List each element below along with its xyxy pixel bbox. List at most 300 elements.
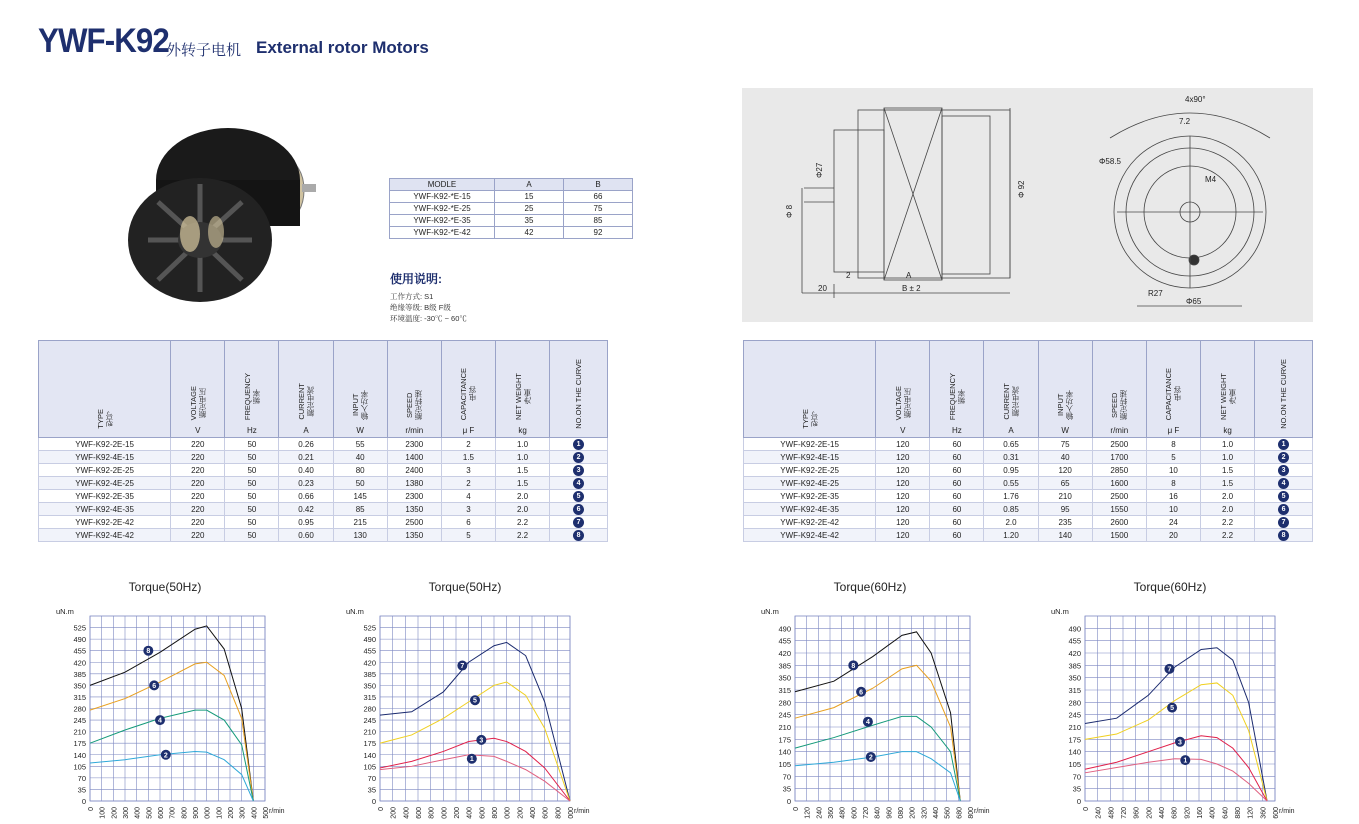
x-tick-label: 600 [416,807,423,819]
table-cell: 10 [1146,464,1200,477]
table-cell: 0.40 [279,464,333,477]
y-axis-label: uN.m [761,607,779,616]
table-cell: 60 [930,451,984,464]
x-tick-label: 1400 [466,807,474,819]
y-tick-label: 315 [73,692,86,702]
drawing-label: 4x90° [1185,95,1206,104]
table-cell: 5 [1146,451,1200,464]
y-tick-label: 140 [778,747,791,757]
table-cell: 220 [171,490,225,503]
x-tick-label: 840 [874,807,882,819]
curve-label [467,754,477,764]
y-tick-label: 490 [778,624,791,634]
curve-label [848,660,858,670]
curve-number-cell [550,490,608,503]
curve-label [1167,703,1177,713]
column-header: NET WEIGHT 净重 kg [495,341,549,438]
table-cell: 120 [876,490,930,503]
chart-svg [750,594,1000,819]
table-cell: 8 [1146,477,1200,490]
drawing-label: Φ 8 [785,204,794,218]
y-tick-label: 35 [1072,784,1081,794]
table-cell: 1.5 [441,451,495,464]
column-header: FREQUENCY 频率 Hz [930,341,984,438]
column-header: CAPACITANCE 电容 μ F [1146,341,1200,438]
y-tick-label: 420 [73,658,86,668]
table-cell: 0.95 [279,516,333,529]
y-tick-label: 385 [363,669,376,679]
column-header: FREQUENCY 频率 Hz [225,341,279,438]
curve-label-text: 8 [146,648,151,656]
title-english: External rotor Motors [256,38,429,57]
y-tick-label: 350 [73,681,86,691]
table-cell: 2500 [1092,438,1146,451]
table-cell: 0.23 [279,477,333,490]
drawing-label: R27 [1148,289,1163,298]
curve-number-badge: 8 [1278,530,1289,541]
x-tick-label: 1200 [1146,807,1154,819]
table-cell: 50 [225,503,279,516]
table-cell: 15 [495,191,564,203]
table-cell: 0.60 [279,529,333,542]
curve-label-text: 7 [460,663,465,671]
curve-number-cell [550,464,608,477]
table-row [744,451,1313,464]
y-axis-label: uN.m [346,607,364,616]
x-tick-label: 700 [169,807,177,819]
table-cell: YWF-K92-4E-35 [744,503,876,516]
table-cell: 1500 [1092,529,1146,542]
curve-number-cell [1255,438,1313,451]
curve-number-cell [1255,503,1313,516]
x-tick-label: 1440 [933,807,940,819]
x-tick-label: 1000 [204,807,212,819]
y-tick-label: 0 [1076,797,1081,806]
x-axis-label: r/min [1279,808,1295,815]
y-tick-label: 420 [778,649,791,658]
x-tick-label: 2600 [542,807,550,819]
chart-title: Torque(50Hz) [428,580,502,594]
drawing-label: 7.2 [1179,117,1191,126]
y-axis-label: uN.m [56,607,74,616]
x-tick-label: 480 [1108,807,1116,819]
table-cell: 120 [876,438,930,451]
table-cell: 0.21 [279,451,333,464]
table-cell: 24 [1146,516,1200,529]
curve-number-cell [1255,464,1313,477]
table-cell: 120 [876,529,930,542]
table-cell: 75 [1038,438,1092,451]
x-tick-label: 2880 [1235,807,1242,819]
table-cell: 0.31 [984,451,1038,464]
x-tick-label: 2800 [555,807,563,819]
table-cell: 75 [564,203,633,215]
table-cell: 1.0 [1200,438,1254,451]
curve-label [161,750,171,760]
spec-table-50hz [38,340,608,542]
x-tick-label: 960 [1133,807,1141,819]
curve-label [470,695,480,705]
chart-1 [45,580,285,824]
curve-number-cell [1255,451,1313,464]
table-cell: 220 [171,451,225,464]
chart-4 [1040,580,1300,824]
y-tick-label: 315 [363,692,376,702]
curve-label-text: 5 [1170,705,1175,713]
y-tick-label: 350 [778,673,791,683]
chart-title: Torque(60Hz) [1133,580,1207,594]
column-header: INPUT 输入功率 W [333,341,387,438]
y-tick-label: 280 [363,704,376,714]
chart-3 [750,580,990,824]
curve-number-badge: 5 [1278,491,1289,502]
table-cell: 1.0 [495,438,549,451]
table-cell: 66 [564,191,633,203]
y-tick-label: 210 [1068,723,1081,732]
table-cell: 1.0 [495,451,549,464]
usage-title: 使用说明: [390,272,442,286]
drawing-label: Φ 92 [1017,180,1026,198]
table-cell: 2.2 [495,516,549,529]
x-tick-label: 600 [851,807,859,819]
table-cell: 215 [333,516,387,529]
table-cell: 220 [171,516,225,529]
curve-label [856,687,866,697]
table-cell: 2300 [387,438,441,451]
table-cell: 220 [171,438,225,451]
column-header: CURRENT 额定电流 A [984,341,1038,438]
technical-drawing [742,88,1313,322]
chart-title: Torque(60Hz) [833,580,907,594]
x-tick-label: 1000 [441,807,449,819]
table-cell: 120 [876,451,930,464]
table-row [39,464,608,477]
x-tick-label: 1440 [1159,807,1166,819]
table-cell: YWF-K92-*E-15 [390,191,495,203]
x-tick-label: 3600 [1273,807,1280,819]
x-tick-label: 1680 [1171,807,1179,819]
y-tick-label: 385 [1068,661,1081,671]
y-tick-label: 0 [81,797,86,806]
drawing-label: Φ27 [815,162,824,178]
table-row [744,464,1313,477]
table-cell: 2.2 [1200,529,1254,542]
y-tick-label: 70 [782,772,791,782]
y-tick-label: 70 [1072,772,1081,782]
table-cell: 50 [225,529,279,542]
curve-label-text: 1 [469,756,474,764]
y-tick-label: 175 [778,735,791,745]
plot-frame [1085,616,1275,801]
table-cell: 220 [171,477,225,490]
x-tick-label: 200 [390,807,398,819]
table-cell: 50 [333,477,387,490]
x-axis-label: r/min [574,808,590,815]
curve-label [457,661,467,671]
x-tick-label: 0 [1083,807,1090,811]
x-tick-label: 1600 [479,807,487,819]
table-cell: 220 [171,503,225,516]
table-cell: YWF-K92-2E-15 [39,438,171,451]
curve-label-text: 5 [473,697,477,705]
table-cell: YWF-K92-*E-42 [390,227,495,239]
y-tick-label: 280 [778,698,791,708]
x-tick-label: 400 [134,807,142,819]
table-cell: 130 [333,529,387,542]
table-cell: 50 [225,464,279,477]
column-header: A [495,179,564,191]
y-tick-label: 175 [363,739,376,749]
x-tick-label: 300 [123,807,130,819]
column-header: NET WEIGHT 净重 kg [1200,341,1254,438]
table-cell: 60 [930,438,984,451]
usage-line: 环境温度: -30℃ ~ 60℃ [390,314,467,323]
y-tick-label: 455 [73,646,86,656]
y-axis-label: uN.m [1051,607,1069,616]
table-row [39,477,608,490]
table-cell: 1380 [387,477,441,490]
curve-number-badge: 3 [573,465,584,476]
table-cell: 120 [876,516,930,529]
series-line [380,738,570,801]
table-cell: 5 [441,529,495,542]
y-tick-label: 105 [73,762,86,772]
table-cell: 120 [876,477,930,490]
y-tick-label: 280 [73,704,86,714]
table-cell: 60 [930,490,984,503]
curve-number-cell [550,503,608,516]
drawing-label: 2 [846,271,851,280]
table-cell: 60 [930,477,984,490]
y-tick-label: 140 [73,750,86,760]
table-cell: YWF-K92-*E-35 [390,215,495,227]
x-tick-label: 1800 [968,807,975,819]
column-header: SPEED 额定转速 r/min [1092,341,1146,438]
x-tick-label: 2200 [517,807,525,819]
x-tick-label: 3000 [568,807,575,819]
x-tick-label: 720 [863,807,870,819]
series-line [380,642,570,801]
curve-number-badge: 4 [573,478,584,489]
table-row [39,516,608,529]
curve-label-text: 3 [1178,739,1182,747]
x-tick-label: 120 [804,807,812,819]
x-tick-label: 100 [99,807,107,819]
table-cell: YWF-K92-4E-42 [39,529,171,542]
table-cell: 50 [225,451,279,464]
column-header: NO.ON THE CURVE [550,341,608,438]
x-tick-label: 0 [378,807,385,811]
x-axis-label: r/min [269,808,285,815]
table-cell: 2.2 [495,529,549,542]
chart-svg [1040,594,1300,819]
y-tick-label: 105 [1068,760,1081,769]
x-tick-label: 1320 [921,807,929,819]
curve-number-badge: 5 [573,491,584,502]
curve-label-text: 2 [163,752,168,760]
curve-label [1180,755,1190,765]
table-row [744,490,1313,503]
x-tick-label: 0 [793,807,800,811]
y-tick-label: 0 [371,797,376,806]
table-cell: 95 [1038,503,1092,516]
drawing-label: 20 [818,284,827,293]
curve-label-text: 6 [859,689,864,697]
table-cell: YWF-K92-*E-25 [390,203,495,215]
x-tick-label: 1200 [454,807,461,819]
table-cell: 120 [876,503,930,516]
table-cell: 92 [564,227,633,239]
x-tick-label: 720 [1121,807,1128,819]
table-cell: YWF-K92-4E-35 [39,503,171,516]
series-line [1085,648,1267,801]
table-cell: 1.5 [495,477,549,490]
drawing-label: Φ58.5 [1099,157,1121,166]
table-cell: 145 [333,490,387,503]
x-tick-label: 500 [146,807,154,819]
table-cell: YWF-K92-2E-25 [39,464,171,477]
table-cell: 120 [876,464,930,477]
table-cell: 0.42 [279,503,333,516]
x-tick-label: 360 [828,807,835,819]
curve-number-cell [550,451,608,464]
table-cell: 0.65 [984,438,1038,451]
table-cell: 1700 [1092,451,1146,464]
table-row [39,503,608,516]
column-header: CURRENT 额定电流 A [279,341,333,438]
x-tick-label: 1080 [898,807,905,819]
table-cell: 3 [441,503,495,516]
curve-label-text: 7 [1167,666,1172,674]
x-tick-label: 900 [193,807,200,819]
table-cell: YWF-K92-4E-15 [39,451,171,464]
series-line [795,632,960,801]
table-cell: 1350 [387,503,441,516]
x-tick-label: 1400 [251,807,259,819]
table-cell: 8 [1146,438,1200,451]
table-cell: 2.2 [1200,516,1254,529]
x-tick-label: 240 [816,807,824,819]
series-line [1085,759,1267,801]
x-tick-label: 960 [886,807,894,819]
table-cell: 220 [171,464,225,477]
x-tick-label: 200 [111,807,119,819]
table-row [39,529,608,542]
table-cell: YWF-K92-4E-25 [744,477,876,490]
column-header: VOLTAGE 额定电压 V [171,341,225,438]
table-cell: 2850 [1092,464,1146,477]
table-cell: 1600 [1092,477,1146,490]
y-tick-label: 525 [363,623,376,633]
x-tick-label: 1300 [239,807,247,819]
curve-number-badge: 6 [573,504,584,515]
y-tick-label: 35 [367,785,376,795]
table-row [744,529,1313,542]
curve-number-badge: 7 [1278,517,1289,528]
table-cell: 2 [441,438,495,451]
curve-number-cell [550,477,608,490]
curve-label [155,715,165,725]
table-cell: 1550 [1092,503,1146,516]
y-tick-label: 455 [363,646,376,656]
curve-number-badge: 8 [573,530,584,541]
y-tick-label: 105 [363,762,376,772]
table-cell: 1400 [387,451,441,464]
table-cell: 50 [225,477,279,490]
y-tick-label: 490 [73,635,86,645]
table-cell: 210 [1038,490,1092,503]
curve-number-cell [1255,516,1313,529]
curve-number-badge: 4 [1278,478,1289,489]
x-tick-label: 1200 [909,807,917,819]
table-cell: YWF-K92-2E-25 [744,464,876,477]
x-tick-label: 1200 [228,807,235,819]
x-tick-label: 600 [158,807,165,819]
y-tick-label: 315 [1068,686,1081,695]
table-cell: YWF-K92-2E-42 [744,516,876,529]
plot-frame [795,616,970,801]
usage-line: 绝缘等级: B级 F级 [390,303,451,312]
table-cell: 60 [930,503,984,516]
table-cell: YWF-K92-2E-35 [39,490,171,503]
motor-photo [118,122,328,310]
curve-label-text: 3 [479,737,484,745]
curve-label [476,735,486,745]
table-cell: 65 [1038,477,1092,490]
table-row [39,451,608,464]
table-cell: YWF-K92-4E-42 [744,529,876,542]
table-row [744,516,1313,529]
curve-number-badge: 2 [573,452,584,463]
table-cell: 4 [441,490,495,503]
drawing-label: B ± 2 [902,284,921,293]
title-chinese: 外转子电机 [166,42,242,59]
y-tick-label: 455 [778,636,791,646]
curve-number-cell [550,529,608,542]
curve-label-text: 6 [152,682,157,690]
curve-number-badge: 6 [1278,504,1289,515]
table-cell: 2 [441,477,495,490]
curve-label [1175,737,1185,747]
x-tick-label: 1680 [956,807,964,819]
y-tick-label: 175 [1068,735,1081,745]
table-cell: 0.85 [984,503,1038,516]
x-tick-label: 1100 [216,807,224,819]
table-cell: 60 [930,516,984,529]
y-tick-label: 245 [778,710,791,720]
table-cell: YWF-K92-4E-25 [39,477,171,490]
y-tick-label: 35 [77,785,86,795]
table-cell: 80 [333,464,387,477]
column-header: VOLTAGE 额定电压 V [876,341,930,438]
table-cell: 2.0 [1200,503,1254,516]
column-header: TYPE 型号 [744,341,876,438]
table-cell: YWF-K92-2E-15 [744,438,876,451]
y-tick-label: 315 [778,686,791,695]
column-header: NO.ON THE CURVE [1255,341,1313,438]
table-cell: 60 [930,529,984,542]
table-cell: 2300 [387,490,441,503]
y-tick-label: 105 [778,760,791,769]
x-tick-label: 1920 [1184,807,1192,819]
table-cell: 2500 [387,516,441,529]
y-tick-label: 245 [1068,710,1081,720]
curve-label-text: 2 [868,754,873,762]
y-tick-label: 350 [1068,673,1081,683]
table-cell: 60 [930,464,984,477]
curve-label [1164,664,1174,674]
table-row [744,438,1313,451]
